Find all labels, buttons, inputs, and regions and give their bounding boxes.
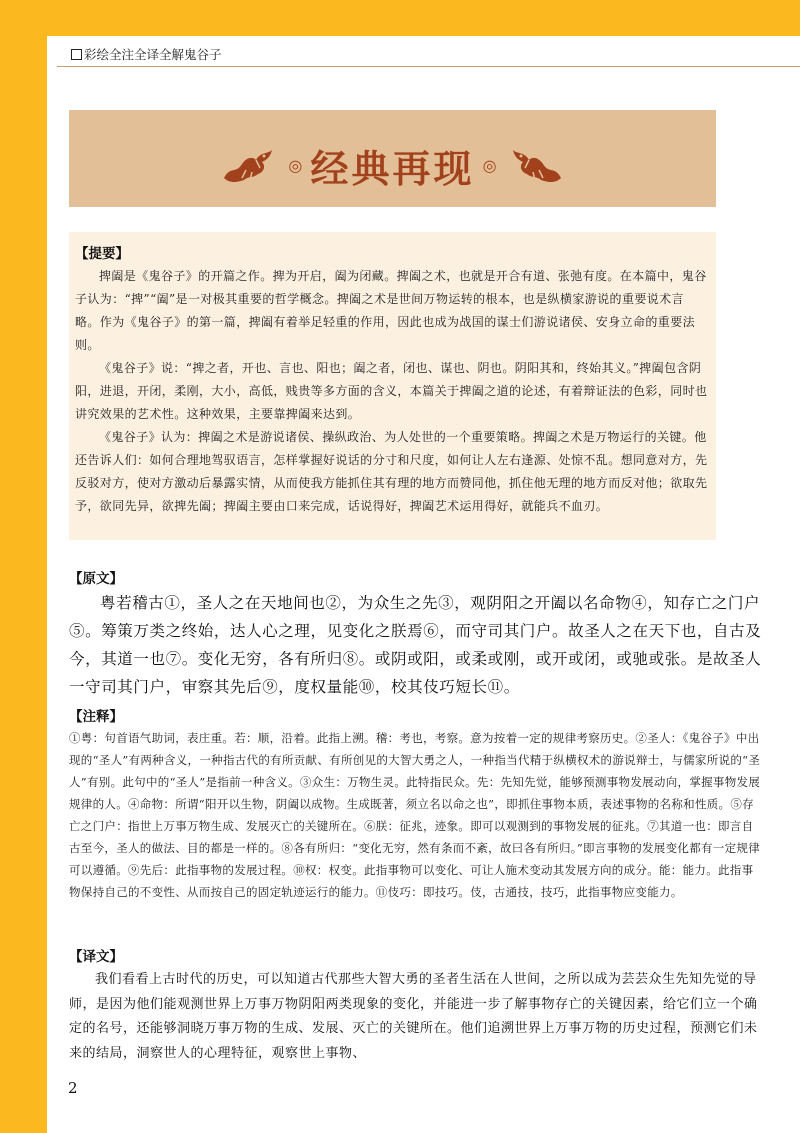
notes-paragraph: ①粤：句首语气助词，表庄重。若：顺，沿着。此指上溯。稽：考也，考察。意为按着一定的规律考察历史。②圣人：《鬼谷子》中出现的“圣人”有两种含义，一种指古代的有所贡献、有所创见的大智大勇之人，一种指当代精于纵横权术的游说辩士，与儒家所说的“圣人”有别。此句中的“圣人”是指前一种含义。③众生：万物生灵。此特指民众。先：先知先觉，能够预测事物发展动向，掌握事物发展规律的人。④命物：所谓“阳开以生物，阴阖以成物。生成既著，须立名以命之也”，即抓住事物本质，表述事物的名称和性质。⑤存亡之门户：指世上万事万物生成、发展灭亡的关键所在。⑥朕：征兆，迹象。即可以观测到的事物发展的征兆。⑦其道一也：即言自古至今，圣人的做法、目的都是一样的。⑧各有所归：“变化无穷，然有条而不紊，故曰各有所归。”即言事物的发展变化都有一定规律可以遵循。⑨先后：此指事物的发展过程。⑩权：权变。此指事物可以变化、可让人施术变动其发展方向的成分。能：能力。此指事物保持自己的不变性、从而按自己的固定轨迹运行的能力。⑪伎巧：即技巧。伎，古通技，技巧，此指事物应变能力。: [69, 731, 761, 899]
summary-label: 【提要】: [75, 246, 129, 262]
summary-paragraph: 《鬼谷子》认为：捭阖之术是游说诸侯、操纵政治、为人处世的一个重要策略。捭阖之术是万物运行的关键。他还告诉人们：如何合理地驾驭语言，怎样掌握好说话的分寸和尺度，如何让人左右逢源、处惊不乱。想同意对方，先反驳对方，使对方激动后暴露实情，从而使我方能抓住其有理的地方而赞同他，抓住他无理的地方而反对他；欲取先予，欲同先异，欲捭先阖；捭阖主要由口来完成，话说得好，捭阖艺术运用得好，就能兵不血刃。: [75, 430, 708, 513]
summary-paragraph: 捭阖是《鬼谷子》的开篇之作。捭为开启，阖为闭藏。捭阖之术，也就是开合有道、张弛有度。在本篇中，鬼谷子认为：“捭”“阖”是一对极其重要的哲学概念。捭阖之术是世间万物运转的根本，也是纵横家游说的重要说术言略。作为《鬼谷子》的第一篇，捭阖有着举足轻重的作用，因此也成为战国的谋士们游说诸侯、安身立命的重要法则。: [75, 269, 707, 352]
ring-ornament-right: ◎: [482, 156, 497, 175]
section-banner: [69, 110, 716, 207]
translation-paragraph: 我们看看上古时代的历史，可以知道古代那些大智大勇的圣者生活在人世间，之所以成为芸芸众生先知先觉的导师，是因为他们能观测世界上万事万物阴阳两类现象的变化，并能进一步了解事物存亡的关键因素，给它们立一个确定的名号，还能够洞晓万事万物的生成、发展、灭亡的关键所在。他们追溯世界上万事万物的历史过程，预测它们未来的结局，洞察世人的心理特征，观察世上事物、: [69, 972, 758, 1061]
translation-label: 【译文】: [69, 949, 123, 965]
square-bullet-icon: [71, 49, 82, 60]
summary-text: [75, 265, 708, 518]
notes-text: [69, 727, 764, 903]
translation-text: [69, 968, 760, 1066]
original-text-label: 【原文】: [69, 571, 123, 587]
running-header: [71, 45, 222, 63]
section-title: 经典再现: [310, 147, 475, 191]
header-rule: [57, 66, 800, 67]
running-header-title: 彩绘全注全译全解鬼谷子: [84, 47, 222, 62]
dragon-ornament-icon: [509, 148, 565, 184]
original-paragraph: 粤若稽古①，圣人之在天地间也②，为众生之先③，观阴阳之开阖以名命物④，知存亡之门户⑤。筹策万类之终始，达人心之理，见变化之朕焉⑥，而守司其门户。故圣人之在天下也，自古及今，其道一也⑦。变化无穷，各有所归⑧。或阴或阳，或柔或刚，或开或闭，或驰或张。是故圣人一守司其门户，审察其先后⑨，度权量能⑩，校其伎巧短长⑪。: [69, 594, 762, 696]
notes-label: 【注释】: [69, 709, 123, 725]
dragon-ornament-icon: [220, 148, 276, 184]
page-sheet: [47, 36, 800, 1133]
ring-ornament-left: ◎: [288, 156, 303, 175]
summary-box: [69, 232, 716, 540]
summary-paragraph: 《鬼谷子》说：“捭之者，开也、言也、阳也；阖之者，闭也、谋也、阴也。阴阳其和，终始其义。”捭阖包含阴阳，进退，开闭，柔刚，大小，高低，贱贵等多方面的含义，本篇关于捭阖之道的论述，有着辩证法的色彩，同时也讲究效果的艺术性。这种效果，主要靠捭阖来达到。: [75, 361, 708, 421]
original-text: [69, 589, 762, 701]
page-number: 2: [68, 1079, 78, 1097]
